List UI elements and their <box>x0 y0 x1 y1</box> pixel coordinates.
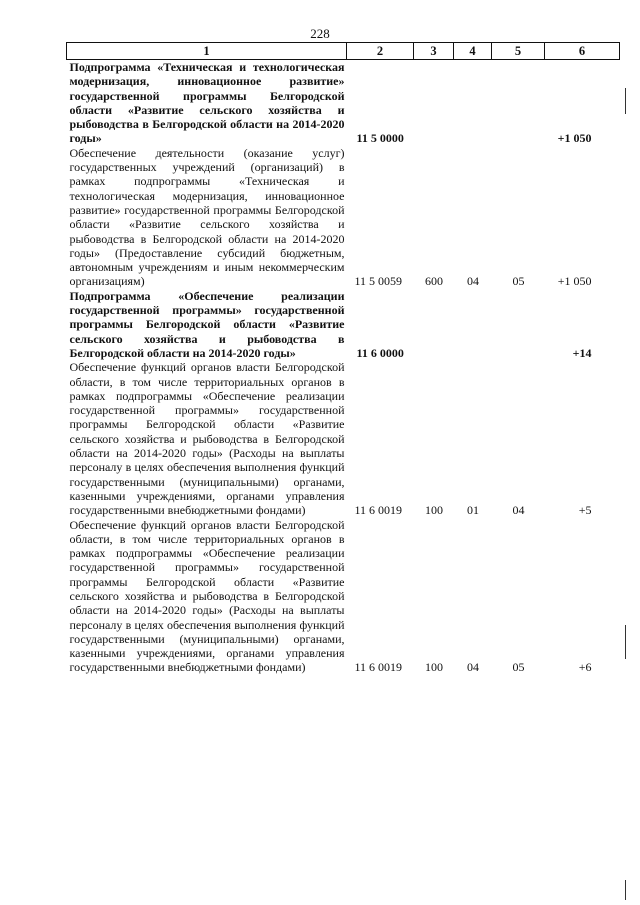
row-code: 11 6 0019 <box>354 503 403 518</box>
header-col-1: 1 <box>67 43 347 60</box>
table-row-item <box>67 146 620 289</box>
page-number: 228 <box>310 26 330 41</box>
row-name: Обеспечение функций органов власти Белгородской области, в том числе территориальных органов в рамках подпрограммы «Обеспечение реализации государственной программы» государственной программы Белгородской области «Развитие сельского хозяйства и рыбоводства в Белгородской области на 2014-2020 годы» (Расходы на выплаты персоналу в целях обеспечения выполнения функций государственными (муниципальными) органами, казенными учреждениями, органами управления государственными внебюджетными фондами) <box>69 360 345 518</box>
table-row-subprogram <box>67 289 620 360</box>
row-sum: +14 <box>572 345 592 360</box>
row-pr: 05 <box>512 660 525 675</box>
row-code: 11 5 0059 <box>354 274 403 289</box>
budget-table <box>66 42 620 675</box>
row-pr: 04 <box>512 503 525 518</box>
scan-edge-mark <box>625 625 626 659</box>
row-code: 11 6 0000 <box>356 345 404 360</box>
header-col-6: 6 <box>545 43 620 60</box>
row-code: 11 6 0019 <box>354 660 403 675</box>
header-col-3: 3 <box>414 43 454 60</box>
row-rz <box>454 60 492 146</box>
row-rz <box>454 289 492 360</box>
row-name: Обеспечение функций органов власти Белгородской области, в том числе территориальных органов в рамках подпрограммы «Обеспечение реализации государственной программы» государственной программы Белгородской области «Развитие сельского хозяйства и рыбоводства в Белгородской области на 2014-2020 годы» (Расходы на выплаты персоналу в целях обеспечения выполнения функций государственными (муниципальными) органами, казенными учреждениями, органами управления государственными внебюджетными фондами) <box>69 517 345 675</box>
row-pr <box>492 289 545 360</box>
row-sum: +1 050 <box>557 131 592 146</box>
header-col-2: 2 <box>347 43 414 60</box>
table-row-item <box>67 518 620 675</box>
row-vr: 600 <box>425 274 443 289</box>
row-vr <box>414 60 454 146</box>
header-col-5: 5 <box>492 43 545 60</box>
row-name: Подпрограмма «Обеспечение реализации государственной программы» государственной программы Белгородской области «Развитие сельского хозяйства и рыбоводства в Белгородской области на 2014-2020 годы» <box>69 288 345 360</box>
row-sum: +5 <box>578 503 592 518</box>
row-pr <box>492 60 545 146</box>
row-rz: 04 <box>467 660 479 675</box>
row-sum: +1 050 <box>557 274 592 289</box>
row-pr: 05 <box>512 274 525 289</box>
table-header-row <box>67 43 620 60</box>
row-rz: 04 <box>467 274 479 289</box>
table-row-subprogram <box>67 60 620 146</box>
scan-edge-mark <box>625 880 626 900</box>
row-vr <box>414 289 454 360</box>
scan-edge-mark <box>625 88 626 114</box>
row-name: Обеспечение деятельности (оказание услуг) государственных учреждений (организаций) в рамках подпрограммы «Техническая и технологическая модернизация, инновационное развитие» государственной программы Белгородской области «Развитие сельского хозяйства и рыбоводства в Белгородской области на 2014-2020 годы» (Предоставление субсидий бюджетным, автономным учреждениям и иным некоммерческим организациям) <box>69 145 345 289</box>
row-vr: 100 <box>425 503 443 518</box>
row-name: Подпрограмма «Техническая и технологическая модернизация, инновационное развитие» государственной программы Белгородской области «Развитие сельского хозяйства и рыбоводства в Белгородской области на 2014-2020 годы» <box>69 60 345 146</box>
row-rz: 01 <box>467 503 479 518</box>
row-sum: +6 <box>578 660 592 675</box>
row-vr: 100 <box>425 660 443 675</box>
header-col-4: 4 <box>454 43 492 60</box>
row-code: 11 5 0000 <box>356 131 404 146</box>
table-row-item <box>67 360 620 517</box>
